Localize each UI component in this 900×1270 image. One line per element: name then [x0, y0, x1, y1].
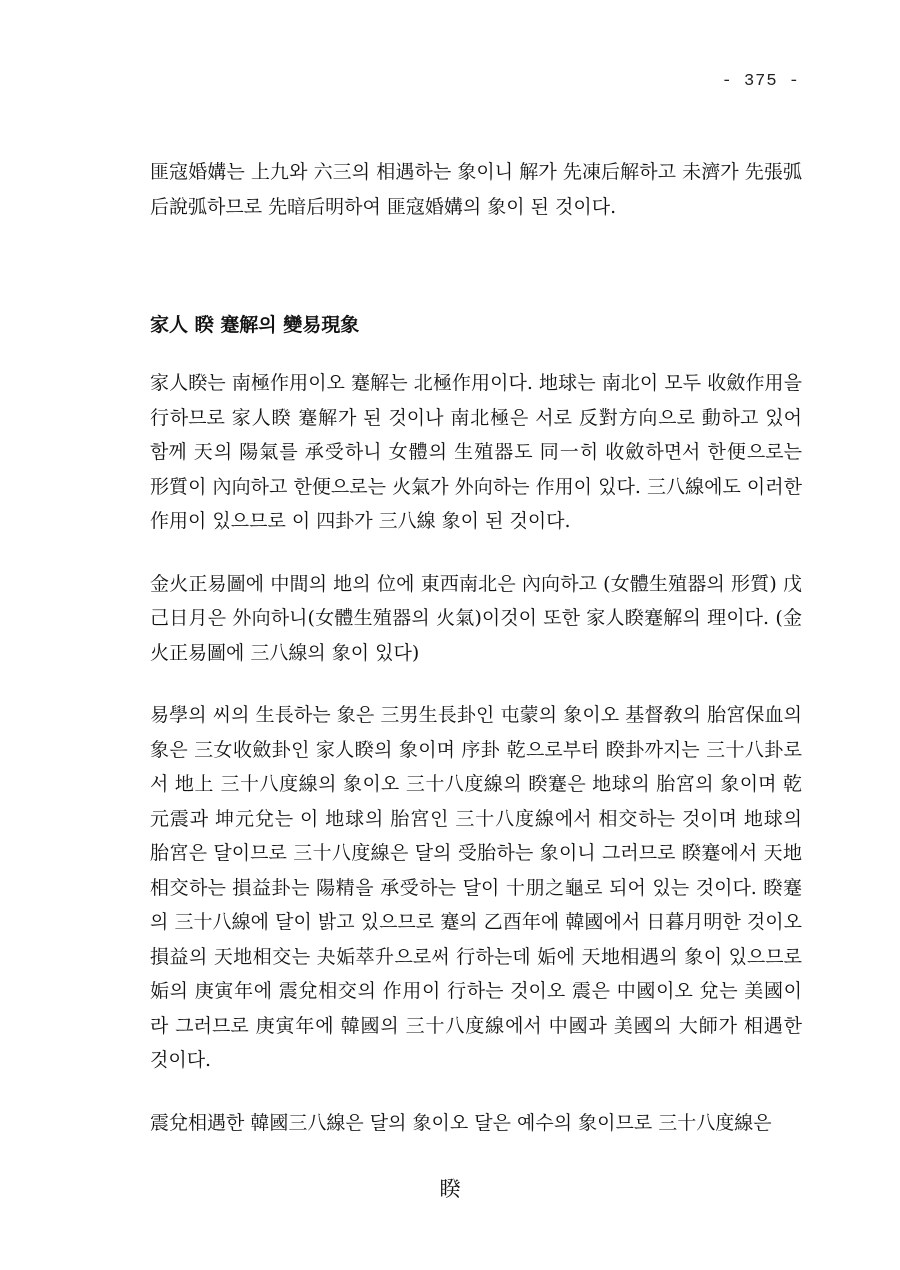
body-paragraph-4: 震兌相遇한 韓國三八線은 달의 象이오 달은 예수의 象이므로 三十八度線은: [150, 1111, 772, 1134]
intro-paragraph: 匪寇婚媾는 上九와 六三의 相遇하는 象이니 解가 先凍后解하고 未濟가 先張弧后說弧하므로 先暗后明하여 匪寇婚媾의 象이 된 것이다.: [150, 161, 802, 218]
body-paragraph-2: 金火正易圖에 中間의 地의 位에 東西南北은 內向하고 (女體生殖器의 形質) 戊己日月은 外向하니(女體生殖器의 火氣)이것이 또한 家人睽蹇解의 理이다. (金火正易圖에 三八線의 象이 있다): [150, 572, 802, 664]
body-paragraph-1: 家人睽는 南極作用이오 蹇解는 北極作用이다. 地球는 南北이 모두 收斂作用을 行하므로 家人睽 蹇解가 된 것이나 南北極은 서로 反對方向으로 動하고 있어 함께 天의 陽氣를 承受하니 女體의 生殖器도 同一히 收斂하면서 한便으로는 形質이 內向하고 한便으로는 火氣가 外向하는 作用이 있다. 三八線에도 이러한 作用이 있으므로 이 四卦가 三八線 象이 된 것이다.: [150, 372, 802, 532]
page-number: - 375 -: [721, 72, 800, 91]
page-content: [150, 155, 802, 1168]
section-heading: 家人 睽 蹇解의 變易現象: [150, 314, 360, 336]
body-paragraph-3: 易學의 씨의 生長하는 象은 三男生長卦인 屯蒙의 象이오 基督敎의 胎宮保血의 象은 三女收斂卦인 家人睽의 象이며 序卦 乾으로부터 睽卦까지는 三十八卦로서 地上 三十八度線의 象이오 三十八度線의 睽蹇은 地球의 胎宮의 象이며 乾元震과 坤元兌는 이 地球의 胎宮인 三十八度線에서 相交하는 것이며 地球의 胎宮은 달이므로 三十八度線은 달의 受胎하는 象이니 그러므로 睽蹇에서 天地相交하는 損益卦는 陽精을 承受하는 달이 十朋之龜로 되어 있는 것이다. 睽蹇의 三十八線에 달이 밝고 있으므로 蹇의 乙酉年에 韓國에서 日暮月明한 것이오 損益의 天地相交는 夬姤萃升으로써 行하는데 姤에 天地相遇의 象이 있으므로 姤의 庚寅年에 震兌相交의 作用이 行하는 것이오 震은 中國이오 兌는 美國이라 그러므로 庚寅年에 韓國의 三十八度線에서 中國과 美國의 大師가 相遇한 것이다.: [150, 704, 802, 1071]
footer-chapter-mark: 睽: [439, 1177, 461, 1201]
